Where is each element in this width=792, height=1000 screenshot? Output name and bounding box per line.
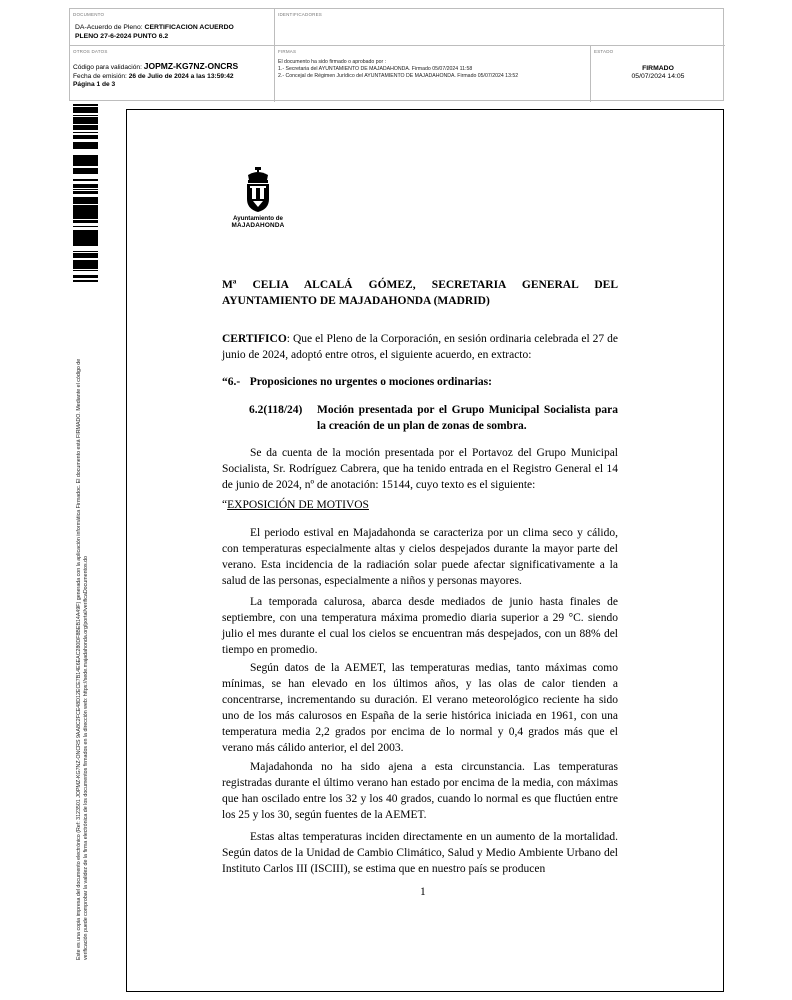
exposicion-title: EXPOSICIÓN DE MOTIVOS bbox=[227, 499, 369, 511]
codigo-prefix: Código para validación: bbox=[73, 64, 142, 71]
logo-line-2: MAJADAHONDA bbox=[231, 222, 285, 229]
coat-of-arms-icon bbox=[244, 167, 272, 213]
item-number: 6.2(118/24) bbox=[249, 404, 303, 416]
documento-label: DOCUMENTO bbox=[73, 12, 105, 17]
firmas-cell bbox=[275, 46, 591, 102]
estado-cell bbox=[591, 46, 725, 102]
documento-prefix: DA-Acuerdo de Pleno: bbox=[75, 24, 143, 31]
title-line-1: Mª CELIA ALCALÁ GÓMEZ, SECRETARIA GENERAL DEL bbox=[222, 279, 618, 291]
documento-bold2: PLENO 27-6-2024 PUNTO 6.2 bbox=[75, 33, 169, 40]
section-title: Proposiciones no urgentes o mociones ordinarias: bbox=[249, 376, 492, 388]
paragraph-2: La temporada calurosa, abarca desde mediados de junio hasta finales de septiembre, con una temperatura máxima promedio diaria superior a 29 °C. siendo julio el mes durante el cual los cielos se encuentran más despejados, con un 88% del tiempo en promedio. bbox=[222, 596, 618, 656]
section-quote: “ bbox=[222, 376, 228, 388]
pagina-count: Página 1 de 3 bbox=[73, 81, 116, 88]
paragraph-5: Estas altas temperaturas inciden directamente en un aumento de la mortalidad. Según datos de la Unidad de Cambio Climático, Salud y Medio Ambiente Urbano del Instituto Carlos III (ISCIII), se estima que en nuestro país se producen bbox=[222, 831, 618, 875]
barcode-image bbox=[73, 103, 98, 283]
estado-value bbox=[591, 65, 725, 81]
section-number: 6.- bbox=[227, 376, 241, 388]
identificadores-label: IDENTIFICADORES bbox=[278, 12, 323, 17]
firma-1: 1.- Secretaria del AYUNTAMIENTO DE MAJADAHONDA. Firmado 05/07/2024 11:58 bbox=[278, 66, 473, 73]
firmas-label: FIRMAS bbox=[278, 49, 297, 54]
firma-2: 2.- Concejal de Régimen Jurídico del AYUNTAMIENTO DE MAJADAHONDA. Firmado 05/07/2024 13:52 bbox=[278, 73, 519, 80]
paragraph-1: El periodo estival en Majadahonda se caracteriza por un clima seco y cálido, con temperaturas especialmente altas y cielos despejados durante la mayor parte del verano. Esta incidencia de la radiación solar puede afectar significativamente a la salud de las personas, especialmente a niños y personas mayores. bbox=[222, 527, 618, 587]
document-title bbox=[222, 277, 618, 309]
title-line-2: AYUNTAMIENTO DE MAJADAHONDA (MADRID) bbox=[222, 295, 490, 307]
codigo-validacion: JOPMZ-KG7NZ-ONCRS bbox=[143, 61, 239, 71]
exposicion-heading bbox=[222, 497, 618, 513]
side-line-2: verificación puede comprobar la validez de la firma electrónica de los documentos firmados en la dirección web: https://sede.majadahonda.org/portal/verificaDocumentos.do bbox=[82, 556, 89, 960]
side-line-1: Este es una copia impresa del documento electrónico (Ref: 3123501 JOPMZ-KG7NZ-ONCRS 9AA8C2FCE48D12ECE7B14E6EAC280DF8BEB14A49F) generada con la aplicación informática Firmadoc. El documento está FIRMADO. Mediante el código de bbox=[76, 358, 82, 960]
estado-label: ESTADO bbox=[594, 49, 614, 54]
otros-datos-label: OTROS DATOS bbox=[73, 49, 108, 54]
paragraph-cuenta: Se da cuenta de la moción presentada por el Portavoz del Grupo Municipal Socialista, Sr. Rodríguez Cabrera, que ha tenido entrada en el Registro General el 14 de junio de 2024, nº de anotación: 15144, cuyo texto es el siguiente: bbox=[222, 447, 618, 491]
certifico-bold: CERTIFICO bbox=[222, 333, 287, 345]
documento-cell bbox=[70, 9, 275, 46]
item-title: Moción presentada por el Grupo Municipal Socialista para la creación de un plan de zonas de sombra. bbox=[317, 404, 618, 432]
ayuntamiento-logo bbox=[222, 167, 294, 229]
page-number: 1 bbox=[420, 886, 426, 898]
otros-datos-value bbox=[73, 62, 273, 90]
estado-fecha: 05/07/2024 14:05 bbox=[631, 73, 685, 80]
firmas-list bbox=[278, 59, 518, 81]
fecha-prefix: Fecha de emisión: bbox=[73, 72, 127, 80]
item-heading bbox=[249, 402, 618, 434]
certifico-paragraph bbox=[222, 331, 618, 363]
paragraph-3: Según datos de la AEMET, las temperaturas medias, tanto máximas como mínimas, se han elevado en los últimos años, y las olas de calor tienden a concentrarse, incrementando su duración. El verano meteorológico reciente ha sido uno de los más calurosos en España de la serie histórica iniciada en 1961, con una temperatura media 2,2 grados por encima de lo normal y 0,4 grados más que el verano más cálido anterior, el del 2003. bbox=[222, 662, 618, 754]
logo-line-1: Ayuntamiento de bbox=[233, 215, 283, 222]
fecha-emision: 26 de Julio de 2024 a las 13:59:42 bbox=[128, 72, 234, 80]
section-heading bbox=[222, 374, 618, 390]
otros-datos-cell bbox=[70, 46, 275, 102]
exposicion-quote: “ bbox=[222, 499, 228, 511]
side-verification-text bbox=[76, 359, 89, 960]
identificadores-cell bbox=[275, 9, 725, 46]
certifico-text: : Que el Pleno de la Corporación, en sesión ordinaria celebrada el 27 de junio de 2024, adoptó entre otros, el siguiente acuerdo, en extracto: bbox=[222, 333, 618, 361]
estado-firmado: FIRMADO bbox=[642, 65, 674, 72]
documento-value bbox=[75, 23, 234, 41]
firmas-intro: El documento ha sido firmado o aprobado por : bbox=[278, 59, 387, 65]
documento-bold1: CERTIFICACION ACUERDO bbox=[144, 24, 234, 31]
signature-header-table bbox=[69, 8, 724, 101]
paragraph-4: Majadahonda no ha sido ajena a esta circunstancia. Las temperaturas registradas durante el último verano han estado por encima de la media, con máximas que han oscilado entre los 32 y los 40 grados, cuando lo normal es que fluctúen entre los 25 y los 30, según fuentes de la AEMET. bbox=[222, 761, 618, 821]
